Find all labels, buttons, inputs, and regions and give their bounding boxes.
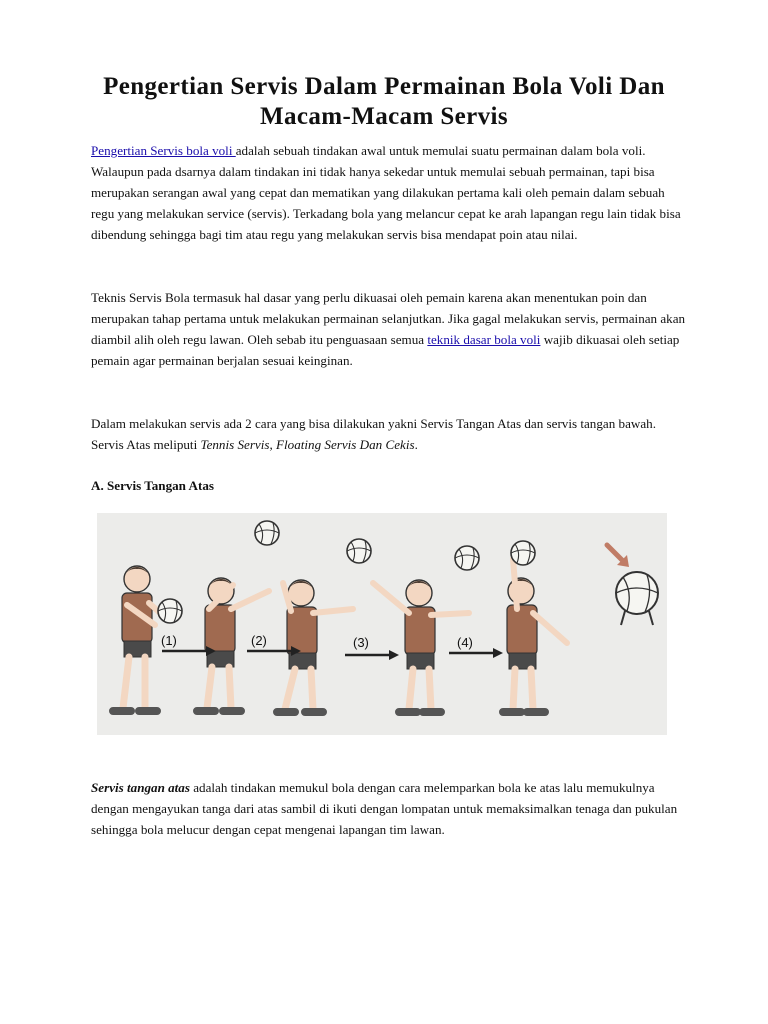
paragraph-definition-text: adalah sebuah tindakan awal untuk memulai suatu permainan dalam bola voli. Walaupun pada dsarnya dalam tindakan ini tidak hanya sekedar untuk memulai sebuah permainan, tapi bisa merupakan serangan awal yang cepat dan mematikan yang dilakukan pertama kali oleh pemain dalam sebuah regu yang melakukan service (servis). Terkadang bola yang melancur cepat ke arah lapangan regu lain tidak bisa dibendung sehingga bagi tim atau regu yang melakukan servis bisa mendapat poin atau nilai. [91,143,681,243]
link-teknik-dasar[interactable]: teknik dasar bola voli [427,332,541,348]
link-pengertian-servis[interactable]: Pengertian Servis bola voli [91,143,236,158]
paragraph-serve-types-text: Dalam melakukan servis ada 2 cara yang bisa dilakukan yakni Servis Tangan Atas dan servis tangan bawah. Servis Atas meliputi [91,416,656,453]
paragraph-technique-text-after: wajib dikuasai oleh setiap pemain agar permainan berjalan sesuai keinginan. [91,332,680,369]
paragraph-technique [91,287,691,371]
arrow-right-icon [345,650,399,660]
player-step-4 [373,546,479,712]
serve-illustration-svg [97,513,667,735]
player-step-2 [197,521,279,711]
serve-illustration [97,513,667,735]
step-arrow-4 [449,635,503,658]
paragraph-overhand-serve-text: adalah tindakan memukul bola dengan cara melemparkan bola ke atas lalu memukulnya dengan mengayukan tanga dari atas sambil di ikuti dengan lompatan untuk memaksimalkan tenaga dan pukulan sehingga bola melucur dengan cepat mengenai lapangan tim lawan. [91,780,678,838]
player-step-5 [503,541,567,712]
page-title: Pengertian Servis Dalam Permainan Bola Voli Dan Macam-Macam Servis [103,73,665,130]
ball-icon [347,539,371,563]
ball-icon [255,521,279,545]
paragraph-overhand-serve [91,777,691,840]
ball-icon [511,541,535,565]
paragraph-serve-types-end: . [414,437,418,453]
step-label-2: (2) [251,633,267,648]
step-label-4: (4) [457,635,473,650]
ball-icon [158,599,182,623]
section-heading: A. Servis Tangan Atas [91,478,214,493]
serve-types-italic: Tennis Servis, Floating Servis Dan Cekis [200,437,415,453]
contact-detail [607,545,658,625]
player-step-3 [277,539,371,712]
step-label-3: (3) [353,635,369,650]
overhand-serve-term: Servis tangan atas [91,780,190,795]
paragraph-technique-text-before: Teknis Servis Bola termasuk hal dasar yang perlu dikuasai oleh pemain karena akan menentukan poin dan merupakan tahap pertama untuk melakukan permainan selanjutkan. Jika gagal melakukan servis, permainan akan diambil alih oleh regu lawan. Oleh sebab itu penguasaan semua [91,290,686,348]
paragraph-serve-types [91,413,691,455]
paragraph-definition [91,140,691,245]
step-label-1: (1) [161,633,177,648]
step-arrow-3 [345,635,399,660]
ball-icon [455,546,479,570]
